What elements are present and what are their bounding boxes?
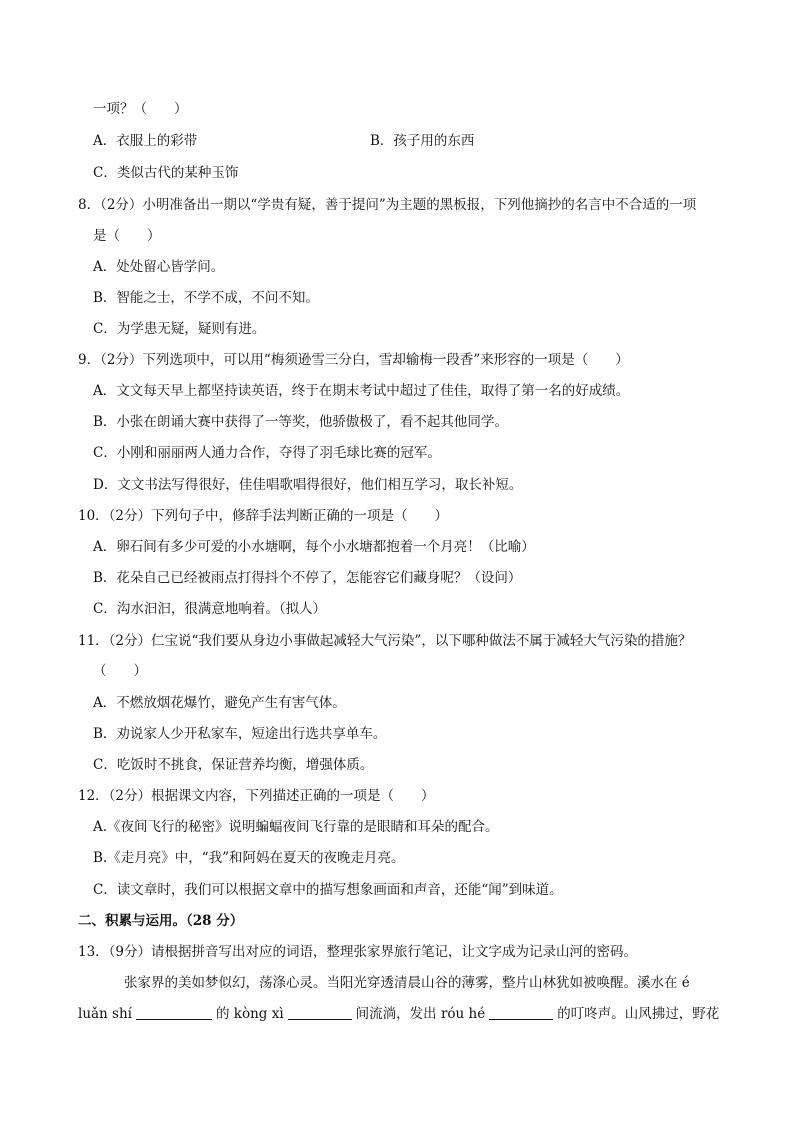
answer-blank-3[interactable] xyxy=(489,1005,553,1020)
q11-stem: 11．（2分）仁宝说“我们要从身边小事做起减轻大气污染”，以下哪种做法不属于减轻大气污染的措施？ xyxy=(78,633,692,649)
q11-option-b: B．劝说家人少开私家车，短途出行选共享单车。 xyxy=(93,726,387,742)
q10-option-a: A．卵石间有多少可爱的小水塘啊，每个小水塘都抱着一个月亮！（比喻） xyxy=(93,539,535,555)
q8-stem-cont: 是（ ） xyxy=(93,228,161,244)
q7-option-c: C．类似古代的某种玉饰 xyxy=(93,165,239,181)
q11-stem-cont: （ ） xyxy=(93,663,147,679)
q12-option-a: A.《夜间飞行的秘密》说明蝙蝠夜间飞行靠的是眼睛和耳朵的配合。 xyxy=(93,819,499,835)
q7-option-b: B．孩子用的东西 xyxy=(370,133,475,149)
q11-option-c: C．吃饭时不挑食，保证营养均衡，增强体质。 xyxy=(93,757,374,773)
q8-stem: 8．（2分）小明准备出一期以“学贵有疑，善于提问”为主题的黑板报，下列他摘抄的名言中不合适的一项 xyxy=(78,197,697,213)
q12-option-c: C．读文章时，我们可以根据文章中的描写想象画面和声音，还能“闻”到味道。 xyxy=(93,882,563,898)
q8-option-c: C．为学患无疑，疑则有进。 xyxy=(93,321,266,337)
section-2-title: 二、积累与运用。（28 分） xyxy=(78,913,244,929)
pinyin-luanshi: luǎn shí xyxy=(78,1006,132,1022)
q10-stem: 10．（2分）下列句子中，修辞手法判断正确的一项是（ ） xyxy=(78,508,449,524)
q13-paragraph-line1: 张家界的美如梦似幻，荡涤心灵。当阳光穿透清晨山谷的薄雾，整片山林犹如被唤醒。溪水在 é xyxy=(124,975,690,991)
pinyin-kongxi: 的 kòng xì xyxy=(216,1006,284,1022)
q10-option-c: C．沟水汩汩，很满意地响着。（拟人） xyxy=(93,601,327,617)
q12-stem: 12．（2分）根据课文内容，下列描述正确的一项是（ ） xyxy=(78,788,435,804)
q11-option-a: A．不燃放烟花爆竹，避免产生有害气体。 xyxy=(93,695,346,711)
q9-option-c: C．小刚和丽丽两人通力合作，夺得了羽毛球比赛的冠军。 xyxy=(93,445,441,461)
q10-option-b: B．花朵自己已经被雨点打得抖个不停了，怎能容它们藏身呢？（设问） xyxy=(93,570,522,586)
q7-continuation: 一项？（ ） xyxy=(93,101,188,117)
answer-blank-1[interactable] xyxy=(136,1005,212,1020)
q8-option-a: A．处处留心皆学问。 xyxy=(93,259,225,275)
q7-option-a: A．衣服上的彩带 xyxy=(93,133,198,149)
q8-option-b: B．智能之士，不学不成，不问不知。 xyxy=(93,290,319,306)
paragraph-tail: 的叮咚声。山风拂过，野花 xyxy=(557,1006,720,1022)
q13-paragraph-line2 xyxy=(78,1004,719,1024)
pinyin-rouhe: 间流淌，发出 róu hé xyxy=(355,1006,486,1022)
q9-option-b: B．小张在朗诵大赛中获得了一等奖，他骄傲极了，看不起其他同学。 xyxy=(93,414,508,430)
q9-option-a: A．文文每天早上都坚持读英语，终于在期末考试中超过了佳佳，取得了第一名的好成绩。 xyxy=(93,383,630,399)
q13-stem: 13．（9分）请根据拼音写出对应的词语，整理张家界旅行笔记，让文字成为记录山河的密码。 xyxy=(78,944,638,960)
answer-blank-2[interactable] xyxy=(288,1005,352,1020)
q9-stem: 9．（2分）下列选项中，可以用“梅须逊雪三分白，雪却输梅一段香”来形容的一项是（ ） xyxy=(78,352,629,368)
q12-option-b: B.《走月亮》中，“我”和阿妈在夏天的夜晚走月亮。 xyxy=(93,850,405,866)
q9-option-d: D．文文书法写得很好，佳佳唱歌唱得很好，他们相互学习，取长补短。 xyxy=(93,477,523,493)
